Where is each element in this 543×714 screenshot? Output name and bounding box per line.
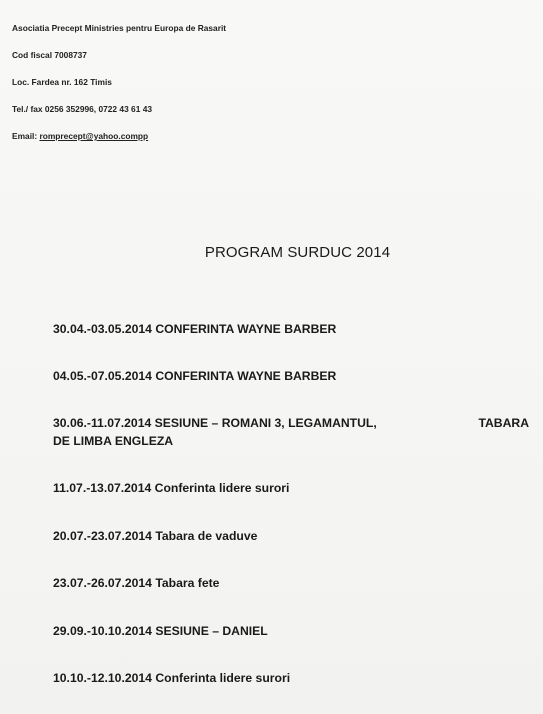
program-entry: 04.05.-07.05.2014 CONFERINTA WAYNE BARBER [53, 369, 337, 383]
program-entry: 29.09.-10.10.2014 SESIUNE – DANIEL [53, 624, 268, 638]
email-label: Email: [12, 131, 40, 141]
program-entry: 23.07.-26.07.2014 Tabara fete [53, 576, 220, 590]
phone-fax: Tel./ fax 0256 352996, 0722 43 61 43 [12, 104, 153, 114]
email-line [12, 131, 392, 142]
program-entry-multiline [53, 414, 533, 450]
letterhead [12, 23, 392, 158]
address: Loc. Fardea nr. 162 Timis [12, 77, 112, 87]
program-entry: 30.04.-03.05.2014 CONFERINTA WAYNE BARBER [53, 322, 337, 336]
program-entry-line1-right: TABARA [478, 416, 529, 430]
program-list [53, 320, 533, 687]
program-entry: 11.07.-13.07.2014 Conferinta lidere surori [53, 481, 290, 495]
program-entry-line2: DE LIMBA ENGLEZA [53, 434, 174, 448]
fiscal-code: Cod fiscal 7008737 [12, 50, 87, 60]
page-title [0, 244, 543, 261]
program-entry-line1: 30.06.-11.07.2014 SESIUNE – ROMANI 3, LEGAMANTUL, [53, 416, 377, 430]
program-entry: 20.07.-23.07.2014 Tabara de vaduve [53, 529, 258, 543]
page-title-text: PROGRAM SURDUC 2014 [204, 244, 391, 261]
organization-name: Asociatia Precept Ministries pentru Europa de Rasarit [12, 23, 227, 33]
email-link[interactable]: romprecept@yahoo.compp [39, 131, 149, 141]
program-entry: 10.10.-12.10.2014 Conferinta lidere surori [53, 671, 291, 685]
